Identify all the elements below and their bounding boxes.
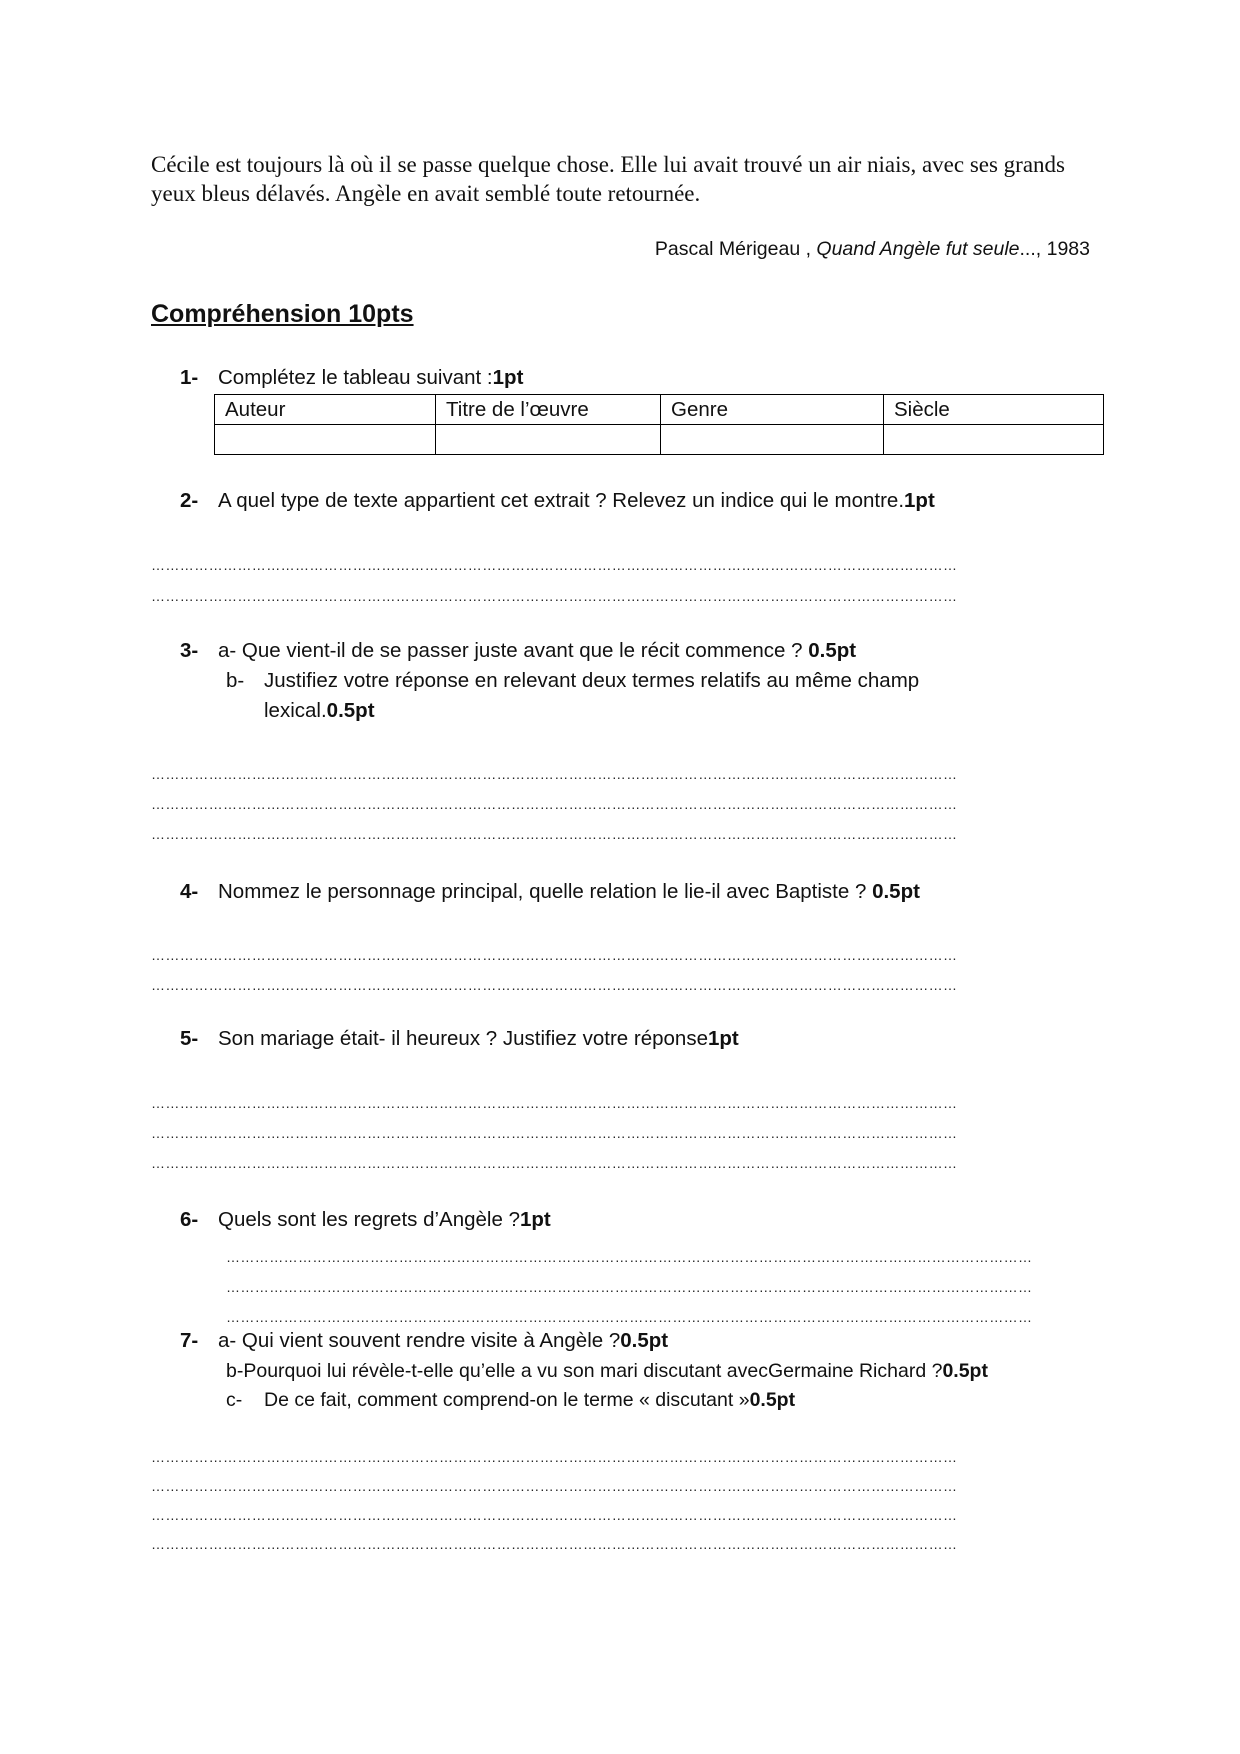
question-7c-points: 0.5pt	[749, 1389, 796, 1411]
citation-author: Pascal Mérigeau ,	[654, 238, 811, 260]
question-4-points: 0.5pt	[872, 880, 920, 903]
question-5	[0, 1027, 1240, 1055]
question-3	[0, 639, 1240, 667]
table-cell-title[interactable]	[436, 425, 661, 455]
question-1-points: 1pt	[492, 366, 524, 389]
answer-line[interactable]: ……………………………………………………………………………………………………………………………………………………	[151, 947, 958, 963]
answer-line[interactable]: ……………………………………………………………………………………………………………………………………………………	[151, 1507, 958, 1523]
answer-line[interactable]: ……………………………………………………………………………………………………………………………………………………	[151, 826, 958, 842]
answer-line[interactable]: ……………………………………………………………………………………………………………………………………………………	[151, 1125, 958, 1141]
answer-table-header-row	[215, 395, 1104, 425]
answer-line[interactable]: ……………………………………………………………………………………………………………………………………………………	[226, 1309, 1033, 1325]
question-4-text: Nommez le personnage principal, quelle relation le lie-il avec Baptiste ?	[218, 880, 867, 903]
question-3b-label: b-	[226, 669, 245, 692]
answer-line[interactable]: ……………………………………………………………………………………………………………………………………………………	[151, 796, 958, 812]
question-3-number: 3-	[180, 639, 199, 662]
question-3a-text: a- Que vient-il de se passer juste avant que le récit commence ?	[218, 639, 803, 662]
question-1-text: Complétez le tableau suivant :	[218, 366, 493, 389]
question-7a-text: a- Qui vient souvent rendre visite à Angèle ?	[218, 1329, 621, 1352]
section-title: Compréhension 10pts	[151, 300, 414, 328]
citation	[655, 238, 1090, 261]
question-7c-label: c-	[226, 1389, 243, 1411]
question-7b-text: b-Pourquoi lui révèle-t-elle qu’elle a vu son mari discutant avecGermaine Richard ?	[226, 1360, 943, 1382]
answer-line[interactable]: ……………………………………………………………………………………………………………………………………………………	[151, 1155, 958, 1171]
question-3b-points: 0.5pt	[326, 699, 375, 722]
citation-title: Quand Angèle fut seule	[816, 238, 1020, 260]
answer-line[interactable]: ……………………………………………………………………………………………………………………………………………………	[151, 557, 958, 573]
answer-table-input-row[interactable]	[215, 425, 1104, 455]
table-header-genre: Genre	[661, 395, 884, 425]
answer-line[interactable]: ……………………………………………………………………………………………………………………………………………………	[151, 588, 958, 604]
passage-text: Cécile est toujours là où il se passe quelque chose. Elle lui avait trouvé un air niais, avec ses grands yeux bleus délavés. Angèle en avait semblé toute retournée.	[151, 152, 1065, 206]
question-6-text: Quels sont les regrets d’Angèle ?	[218, 1208, 520, 1231]
question-5-points: 1pt	[707, 1027, 739, 1050]
question-7b	[226, 1360, 988, 1383]
question-2	[0, 489, 1240, 517]
question-6-points: 1pt	[519, 1208, 551, 1231]
question-3b-text-line2	[264, 699, 375, 723]
answer-line[interactable]: ……………………………………………………………………………………………………………………………………………………	[151, 1478, 958, 1494]
answer-line[interactable]: ……………………………………………………………………………………………………………………………………………………	[226, 1279, 1033, 1295]
question-7c	[264, 1389, 795, 1412]
citation-ellipsis: ...,	[1019, 238, 1042, 260]
question-3a-points: 0.5pt	[808, 639, 857, 662]
answer-line[interactable]: ……………………………………………………………………………………………………………………………………………………	[151, 1449, 958, 1465]
question-6-number: 6-	[180, 1208, 199, 1231]
table-header-century: Siècle	[884, 395, 1104, 425]
table-cell-century[interactable]	[884, 425, 1104, 455]
question-3b-text: Justifiez votre réponse en relevant deux termes relatifs au même champ	[264, 669, 920, 692]
question-3b-text-line2-content: lexical.	[264, 699, 327, 722]
question-4	[0, 880, 1240, 908]
question-7a-points: 0.5pt	[620, 1329, 669, 1352]
table-header-author: Auteur	[215, 395, 436, 425]
question-2-points: 1pt	[904, 489, 935, 512]
answer-line[interactable]: ……………………………………………………………………………………………………………………………………………………	[151, 1095, 958, 1111]
answer-line[interactable]: ……………………………………………………………………………………………………………………………………………………	[151, 1536, 958, 1552]
question-7	[0, 1329, 1240, 1357]
question-7-number: 7-	[180, 1329, 199, 1352]
question-5-number: 5-	[180, 1027, 199, 1050]
question-7c-text: De ce fait, comment comprend-on le terme « discutant »	[264, 1389, 750, 1411]
question-7b-points: 0.5pt	[942, 1360, 988, 1382]
question-2-number: 2-	[180, 489, 199, 512]
answer-table	[214, 394, 1104, 455]
answer-line[interactable]: ……………………………………………………………………………………………………………………………………………………	[226, 1249, 1033, 1265]
question-1	[0, 366, 1240, 394]
table-cell-genre[interactable]	[661, 425, 884, 455]
question-6	[0, 1208, 1240, 1236]
citation-year: 1983	[1046, 238, 1090, 260]
answer-line[interactable]: ……………………………………………………………………………………………………………………………………………………	[151, 766, 958, 782]
answer-line[interactable]: ……………………………………………………………………………………………………………………………………………………	[151, 977, 958, 993]
question-1-number: 1-	[180, 366, 199, 389]
table-cell-author[interactable]	[215, 425, 436, 455]
question-5-text: Son mariage était- il heureux ? Justifiez votre réponse	[218, 1027, 708, 1050]
question-2-text: A quel type de texte appartient cet extrait ? Relevez un indice qui le montre.	[218, 489, 905, 512]
table-header-title: Titre de l’œuvre	[436, 395, 661, 425]
question-4-number: 4-	[180, 880, 199, 903]
